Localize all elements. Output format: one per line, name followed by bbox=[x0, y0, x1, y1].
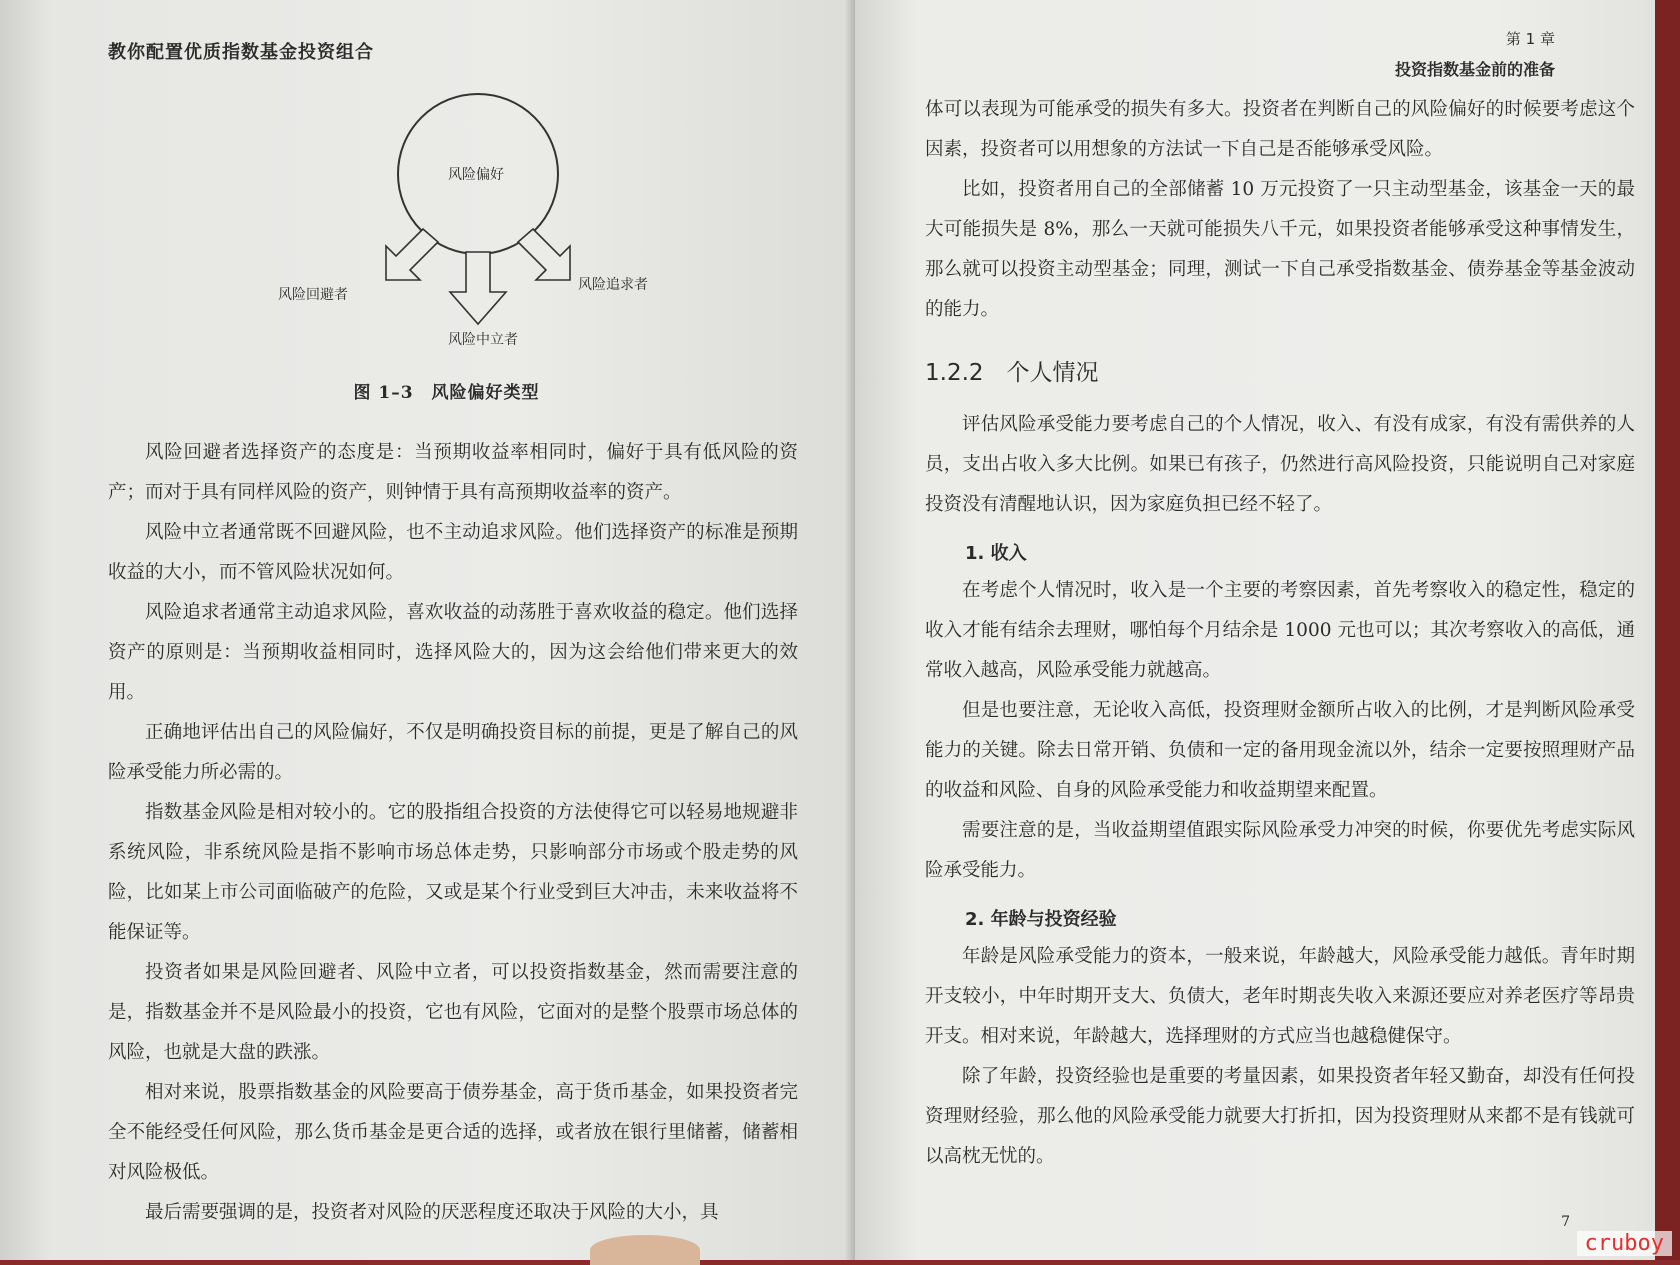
chapter-number: 第 1 章 bbox=[1505, 30, 1555, 48]
watermark: cruboy bbox=[1577, 1231, 1672, 1256]
paragraph: 风险中立者通常既不回避风险，也不主动追求风险。他们选择资产的标准是预期收益的大小，而不管风险状况如何。 bbox=[108, 522, 798, 583]
finger-overlay bbox=[590, 1235, 700, 1265]
paragraph: 风险回避者选择资产的态度是：当预期收益率相同时，偏好于具有低风险的资产；而对于具有同样风险的资产，则钟情于具有高预期收益率的资产。 bbox=[108, 442, 798, 503]
running-head-right bbox=[925, 28, 1655, 80]
risk-preference-figure bbox=[278, 84, 698, 364]
paragraph: 需要注意的是，当收益期望值跟实际风险承受力冲突的时候，你要优先考虑实际风险承受能力。 bbox=[925, 820, 1635, 881]
left-label: 风险回避者 bbox=[278, 287, 348, 303]
right-page bbox=[855, 0, 1655, 1260]
left-text bbox=[108, 433, 798, 1233]
paragraph: 评估风险承受能力要考虑自己的个人情况，收入、有没有成家，有没有需供养的人员，支出占收入多大比例。如果已有孩子，仍然进行高风险投资，只能说明自己对家庭投资没有清醒地认识，因为家庭负担已经不轻了。 bbox=[925, 414, 1635, 515]
paragraph: 相对来说，股票指数基金的风险要高于债券基金，高于货币基金，如果投资者完全不能经受任何风险，那么货币基金是更合适的选择，或者放在银行里储蓄，储蓄相对风险极低。 bbox=[108, 1082, 798, 1183]
section-title: 1.2.2 个人情况 bbox=[925, 360, 1099, 386]
right-text bbox=[925, 90, 1635, 1177]
down-arrow-icon bbox=[450, 252, 506, 324]
paragraph: 年龄是风险承受能力的资本，一般来说，年龄越大，风险承受能力越低。青年时期开支较小，中年时期开支大、负债大，老年时期丧失收入来源还要应对养老医疗等昂贵开支。相对来说，年龄越大，选择理财的方式应当也越稳健保守。 bbox=[925, 946, 1635, 1047]
chapter-title: 投资指数基金前的准备 bbox=[1394, 60, 1555, 79]
running-head-left: 教你配置优质指数基金投资组合 bbox=[108, 42, 374, 63]
paragraph: 指数基金风险是相对较小的。它的股指组合投资的方法使得它可以轻易地规避非系统风险，非系统风险是指不影响市场总体走势，只影响部分市场或个股走势的风险，比如某上市公司面临破产的危险，又或是某个行业受到巨大冲击，未来收益将不能保证等。 bbox=[108, 802, 798, 943]
background-edge bbox=[1655, 0, 1680, 1260]
center-label: 风险偏好 bbox=[448, 167, 504, 183]
paragraph: 但是也要注意，无论收入高低，投资理财金额所占收入的比例，才是判断风险承受能力的关键。除去日常开销、负债和一定的备用现金流以外，结余一定要按照理财产品的收益和风险、自身的风险承受能力和收益期望来配置。 bbox=[925, 700, 1635, 801]
figure-caption: 图 1–3 风险偏好类型 bbox=[353, 383, 540, 403]
right-label: 风险追求者 bbox=[578, 277, 648, 293]
paragraph: 正确地评估出自己的风险偏好，不仅是明确投资目标的前提，更是了解自己的风险承受能力所必需的。 bbox=[108, 722, 798, 783]
paragraph: 风险追求者通常主动追求风险，喜欢收益的动荡胜于喜欢收益的稳定。他们选择资产的原则是：当预期收益相同时，选择风险大的，因为这会给他们带来更大的效用。 bbox=[108, 602, 798, 703]
risk-preference-diagram bbox=[278, 84, 698, 364]
paragraph: 比如，投资者用自己的全部储蓄 10 万元投资了一只主动型基金，该基金一天的最大可能损失是 8%，那么一天就可能损失八千元，如果投资者能够承受这种事情发生，那么就可以投资主动型基金；同理，测试一下自己承受指数基金、债券基金等基金波动的能力。 bbox=[925, 179, 1635, 320]
paragraph: 体可以表现为可能承受的损失有多大。投资者在判断自己的风险偏好的时候要考虑这个因素，投资者可以用想象的方法试一下自己是否能够承受风险。 bbox=[925, 99, 1635, 160]
paragraph: 在考虑个人情况时，收入是一个主要的考察因素，首先考察收入的稳定性，稳定的收入才能有结余去理财，哪怕每个月结余是 1000 元也可以；其次考察收入的高低，通常收入越高，风险承受能力就越高。 bbox=[925, 580, 1635, 681]
paragraph: 投资者如果是风险回避者、风险中立者，可以投资指数基金，然而需要注意的是，指数基金并不是风险最小的投资，它也有风险，它面对的是整个股票市场总体的风险，也就是大盘的跌涨。 bbox=[108, 962, 798, 1063]
bottom-label: 风险中立者 bbox=[448, 332, 518, 348]
paragraph: 除了年龄，投资经验也是重要的考量因素，如果投资者年轻又勤奋，却没有任何投资理财经验，那么他的风险承受能力就要大打折扣，因为投资理财从来都不是有钱就可以高枕无忧的。 bbox=[925, 1066, 1635, 1167]
subsection-title: 2. 年龄与投资经验 bbox=[965, 909, 1117, 930]
subsection-title: 1. 收入 bbox=[965, 543, 1027, 564]
right-arrow-icon bbox=[518, 229, 570, 280]
paragraph: 最后需要强调的是，投资者对风险的厌恶程度还取决于风险的大小，具 bbox=[145, 1202, 719, 1223]
left-arrow-icon bbox=[386, 229, 438, 280]
page-number: 7 bbox=[1561, 1214, 1570, 1230]
